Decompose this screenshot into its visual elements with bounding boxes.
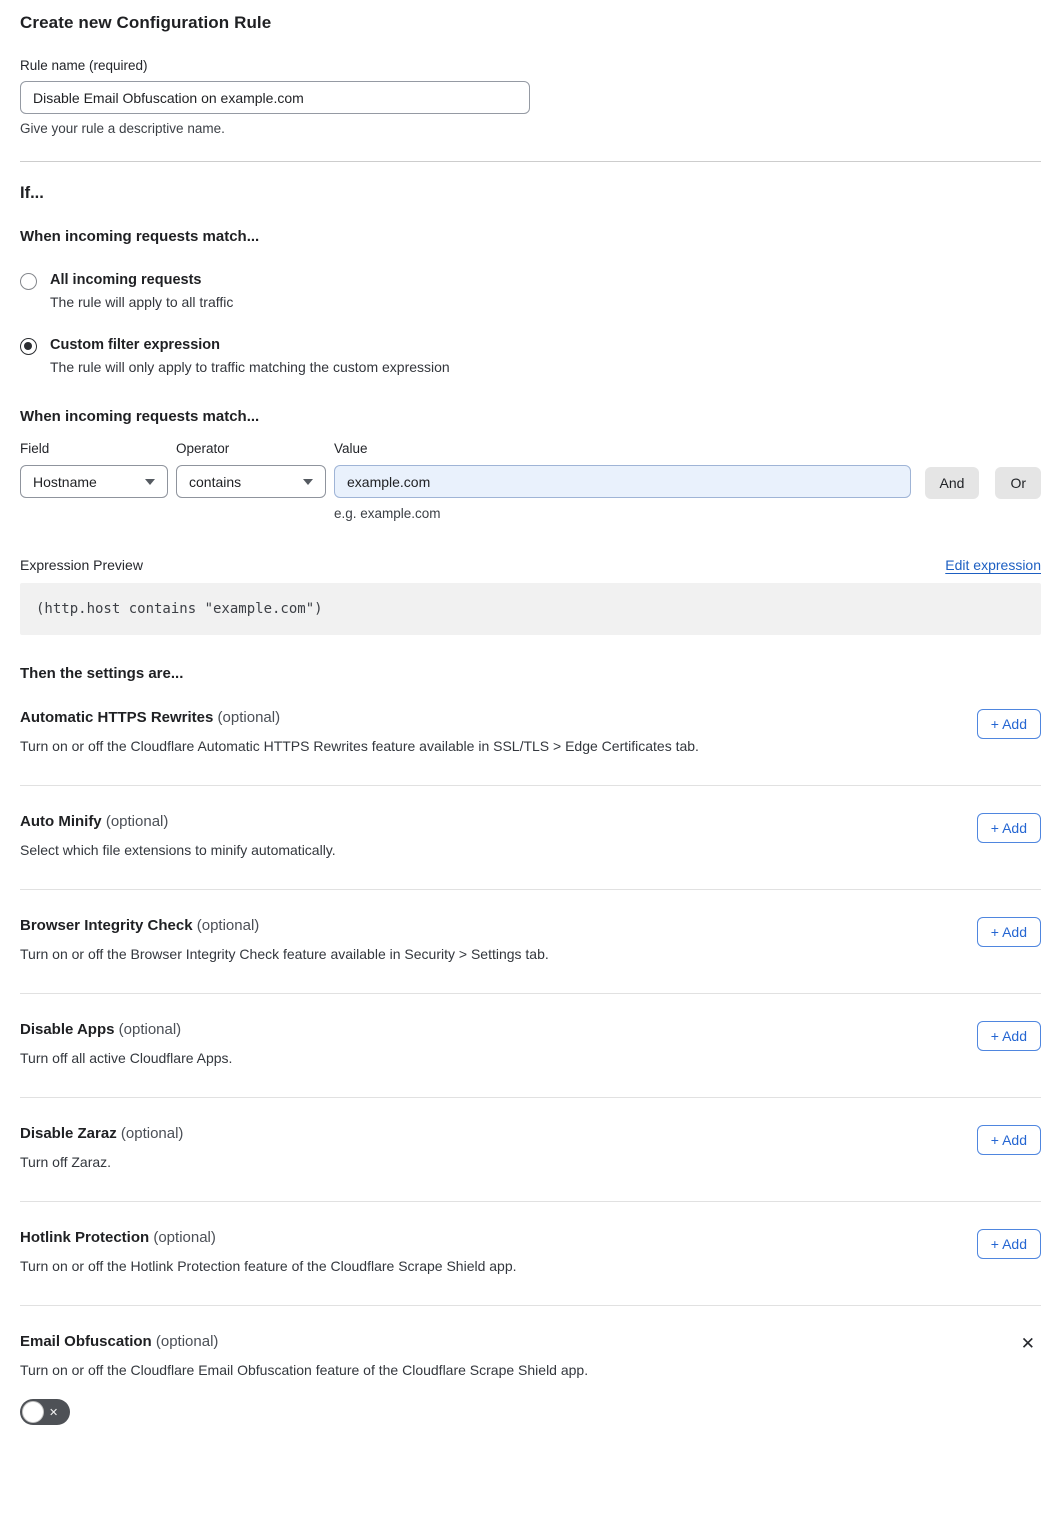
radio-texts xyxy=(50,272,233,310)
setting-optional-tag: (optional) xyxy=(153,1229,216,1246)
setting-title: Email Obfuscation xyxy=(20,1333,152,1350)
setting-title-line xyxy=(20,1229,517,1246)
setting-title-line xyxy=(20,917,549,934)
add-button[interactable]: + Add xyxy=(977,813,1041,843)
expression-preview-label: Expression Preview xyxy=(20,557,143,573)
setting-title-line xyxy=(20,709,699,726)
toggle-off-x-icon: ✕ xyxy=(49,1406,59,1419)
setting-body xyxy=(20,917,1041,962)
chevron-down-icon xyxy=(145,479,155,485)
chevron-down-icon xyxy=(303,479,313,485)
setting-optional-tag: (optional) xyxy=(217,709,281,726)
setting-body xyxy=(20,1125,1041,1170)
value-help: e.g. example.com xyxy=(334,506,441,521)
radio-label: All incoming requests xyxy=(50,272,202,288)
setting-body xyxy=(20,1333,1041,1378)
expression-builder-row xyxy=(20,441,1041,521)
operator-column xyxy=(176,441,326,498)
radio-description: The rule will apply to all traffic xyxy=(50,294,234,310)
field-column xyxy=(20,441,168,498)
value-column xyxy=(334,441,911,521)
setting-section-auto-minify xyxy=(20,786,1041,890)
setting-texts xyxy=(20,709,699,754)
setting-texts xyxy=(20,1229,517,1274)
rule-name-label: Rule name (required) xyxy=(20,58,148,73)
email-obfuscation-toggle-off[interactable] xyxy=(20,1399,70,1425)
setting-section-disable-zaraz xyxy=(20,1098,1041,1202)
setting-texts xyxy=(20,813,336,858)
setting-title: Auto Minify xyxy=(20,813,102,830)
setting-optional-tag: (optional) xyxy=(155,1333,219,1350)
radio-option-all-requests[interactable] xyxy=(20,272,1041,310)
setting-description: Turn off Zaraz. xyxy=(20,1154,112,1170)
or-button[interactable]: Or xyxy=(995,467,1041,499)
toggle-knob xyxy=(22,1401,44,1423)
setting-description: Turn on or off the Cloudflare Automatic HTTPS Rewrites feature available in SSL/TLS > Edge Certificates tab. xyxy=(20,738,699,754)
add-button[interactable]: + Add xyxy=(977,1125,1041,1155)
operator-select[interactable] xyxy=(176,465,326,498)
setting-body xyxy=(20,1229,1041,1274)
setting-title-line xyxy=(20,1021,232,1038)
and-button[interactable]: And xyxy=(925,467,980,499)
radio-texts xyxy=(50,337,450,375)
setting-description: Select which file extensions to minify automatically. xyxy=(20,842,336,858)
field-select[interactable] xyxy=(20,465,168,498)
setting-title: Automatic HTTPS Rewrites xyxy=(20,709,214,726)
expression-builder-heading: When incoming requests match... xyxy=(20,408,260,425)
setting-texts xyxy=(20,1333,588,1378)
setting-title: Disable Zaraz xyxy=(20,1125,117,1142)
operator-select-value: contains xyxy=(189,473,242,490)
field-label: Field xyxy=(20,441,50,456)
setting-section-email-obfuscation xyxy=(20,1306,1041,1425)
setting-optional-tag: (optional) xyxy=(118,1021,182,1038)
value-input[interactable] xyxy=(334,465,911,498)
match-heading: When incoming requests match... xyxy=(20,228,260,245)
setting-body xyxy=(20,813,1041,858)
setting-optional-tag: (optional) xyxy=(196,917,260,934)
setting-texts xyxy=(20,917,549,962)
expression-preview-header xyxy=(20,557,1041,573)
edit-expression-link[interactable]: Edit expression xyxy=(945,557,1041,573)
add-button[interactable]: + Add xyxy=(977,1021,1041,1051)
rule-name-input[interactable] xyxy=(20,81,530,114)
setting-description: Turn off all active Cloudflare Apps. xyxy=(20,1050,233,1066)
radio-description: The rule will only apply to traffic matching the custom expression xyxy=(50,359,450,375)
expression-preview-code: (http.host contains "example.com") xyxy=(20,583,1041,635)
setting-section-browser-integrity-check xyxy=(20,890,1041,994)
field-select-value: Hostname xyxy=(33,473,97,490)
setting-title: Browser Integrity Check xyxy=(20,917,193,934)
setting-body xyxy=(20,709,1041,754)
setting-section-automatic-https-rewrites xyxy=(20,682,1041,786)
setting-description: Turn on or off the Hotlink Protection feature of the Cloudflare Scrape Shield app. xyxy=(20,1258,517,1274)
section-divider xyxy=(20,161,1041,162)
setting-title-line xyxy=(20,813,336,830)
operator-label: Operator xyxy=(176,441,230,456)
radio-label: Custom filter expression xyxy=(50,337,221,353)
rule-name-help: Give your rule a descriptive name. xyxy=(20,121,225,136)
setting-section-disable-apps xyxy=(20,994,1041,1098)
add-button[interactable]: + Add xyxy=(977,917,1041,947)
setting-optional-tag: (optional) xyxy=(105,813,169,830)
setting-texts xyxy=(20,1021,232,1066)
setting-description: Turn on or off the Cloudflare Email Obfuscation feature of the Cloudflare Scrape Shield app. xyxy=(20,1362,589,1378)
radio-option-custom-filter[interactable] xyxy=(20,337,1041,375)
add-button[interactable]: + Add xyxy=(977,1229,1041,1259)
add-button[interactable]: + Add xyxy=(977,709,1041,739)
setting-title-line xyxy=(20,1333,588,1350)
setting-title-line xyxy=(20,1125,183,1142)
settings-heading: Then the settings are... xyxy=(20,665,184,682)
setting-description: Turn on or off the Browser Integrity Check feature available in Security > Settings tab. xyxy=(20,946,549,962)
setting-body xyxy=(20,1021,1041,1066)
setting-title: Hotlink Protection xyxy=(20,1229,150,1246)
close-icon[interactable]: ✕ xyxy=(1020,1334,1035,1353)
setting-texts xyxy=(20,1125,183,1170)
setting-optional-tag: (optional) xyxy=(120,1125,184,1142)
page-title: Create new Configuration Rule xyxy=(20,13,272,32)
value-label: Value xyxy=(334,441,368,456)
setting-title: Disable Apps xyxy=(20,1021,115,1038)
setting-section-hotlink-protection xyxy=(20,1202,1041,1306)
if-heading: If... xyxy=(20,184,44,202)
radio-button-checked[interactable] xyxy=(20,338,37,355)
radio-button-unchecked[interactable] xyxy=(20,273,37,290)
